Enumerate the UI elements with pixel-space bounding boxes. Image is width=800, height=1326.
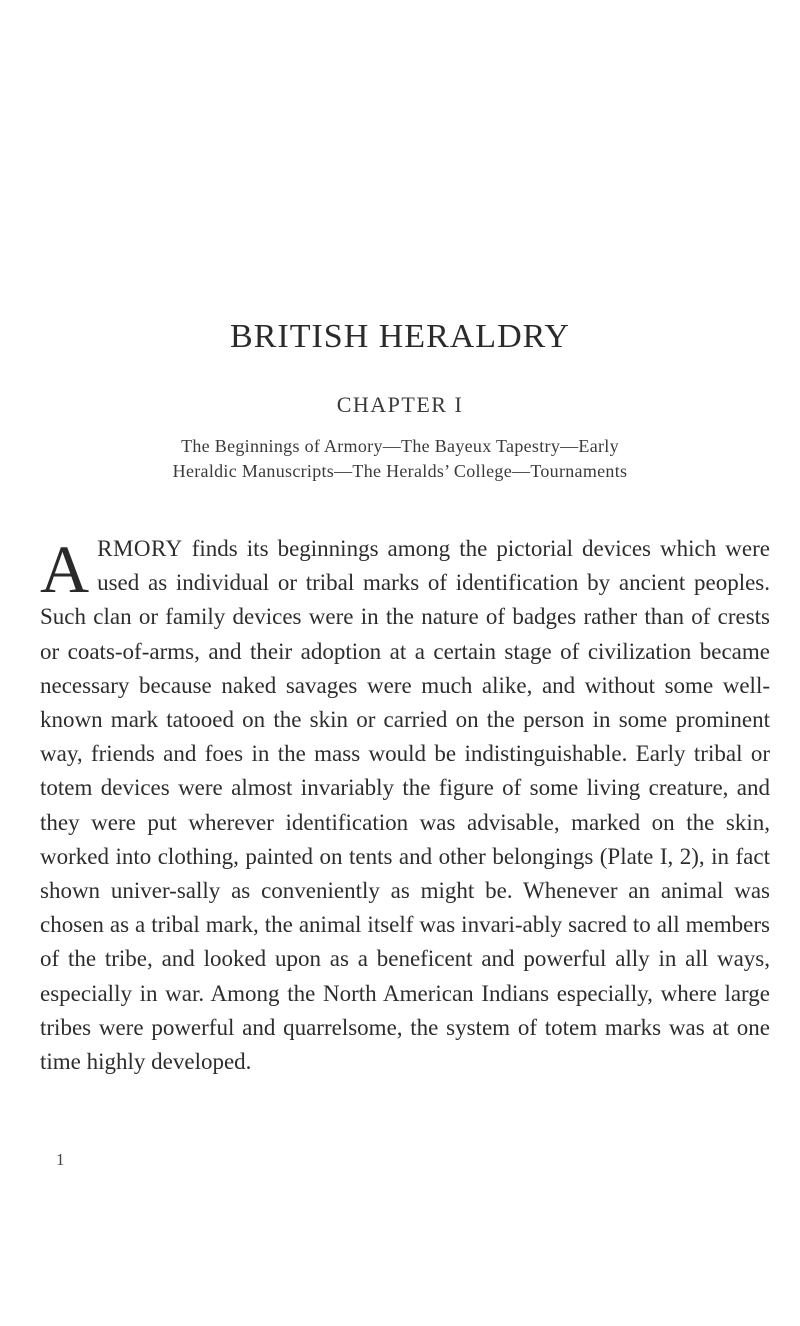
book-title: BRITISH HERALDRY	[230, 318, 570, 355]
drop-cap-letter: A	[40, 531, 90, 607]
synopsis-line-2: Heraldic Manuscripts—The Heralds’ College—Tournaments	[172, 461, 628, 481]
chapter-synopsis	[100, 434, 700, 484]
paragraph-text: finds its beginnings among the pictorial devices which were used as individual or tribal marks of identification by ancient peoples. Such clan or family devices were in the nature of badges rather than of crests or coats-of-arms, and their adoption at a certain stage of civilization became necessary because naked savages were much alike, and without some well-known mark tatooed on the skin or carried on the person in some prominent way, friends and foes in the mass would be indistinguishable. Early tribal or totem devices were almost invariably the figure of some living creature, and they were put wherever identification was advisable, marked on the skin, worked into clothing, painted on tents and other belongings (Plate I, 2), in fact shown univer-sally as conveniently as might be. Whenever an animal was chosen as a tribal mark, the animal itself was invari-ably sacred to all members of the tribe, and looked upon as a beneficent and powerful ally in all ways, especially in war. Among the North American Indians especially, where large tribes were powerful and quarrelsome, the system of totem marks was at one time highly developed.	[40, 536, 770, 1075]
chapter-heading: CHAPTER I	[336, 392, 464, 417]
synopsis-line-1: The Beginnings of Armory—The Bayeux Tapestry—Early	[181, 436, 619, 456]
body-paragraph	[40, 532, 770, 1079]
opening-word: RMORY	[97, 536, 183, 561]
page-number: 1	[56, 1150, 65, 1169]
